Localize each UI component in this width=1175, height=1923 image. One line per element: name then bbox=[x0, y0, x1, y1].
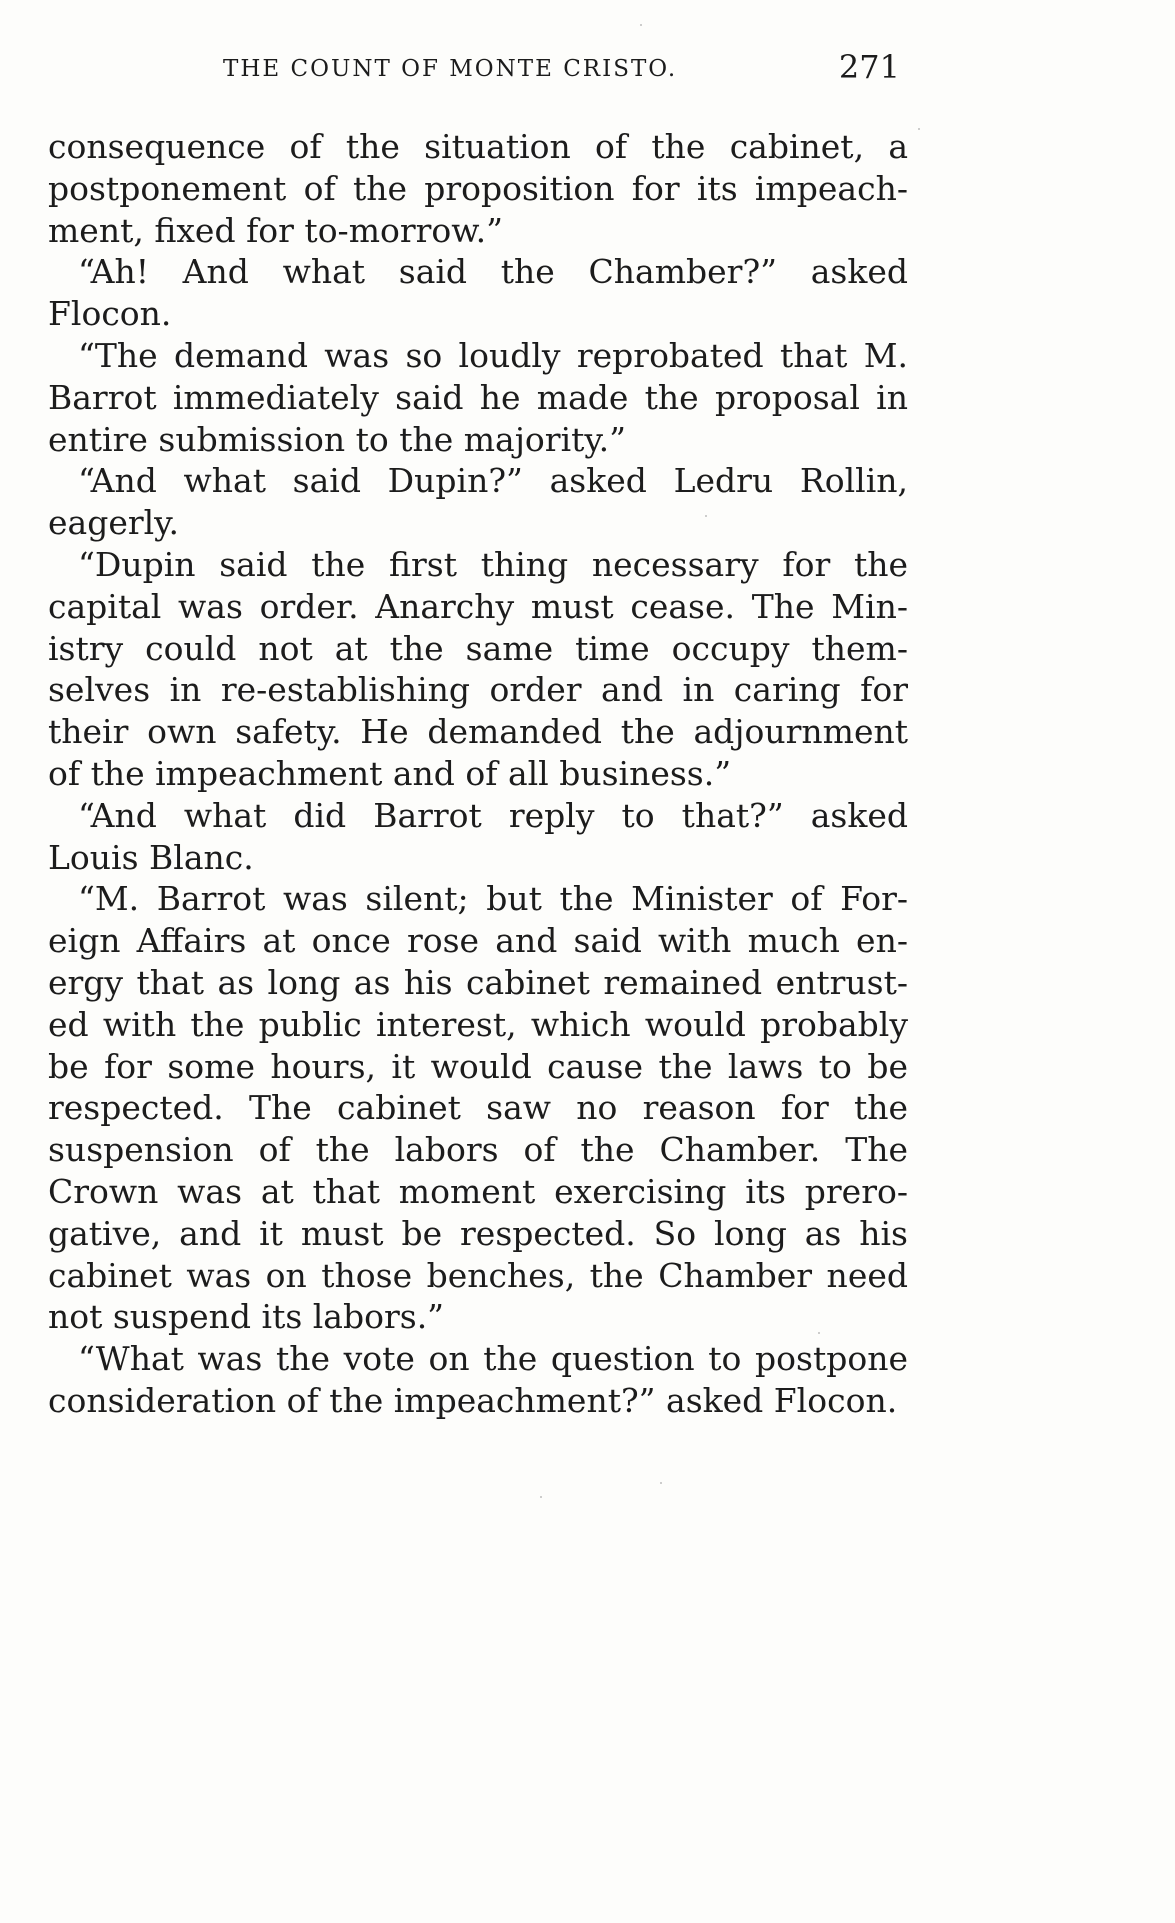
text-line: respected. The cabinet saw no reason for the bbox=[48, 1088, 908, 1128]
text-line: ment, fixed for to-morrow.” bbox=[48, 210, 503, 250]
text-line: Flocon. bbox=[48, 294, 172, 334]
text-line: suspension of the labors of the Chamber. The bbox=[48, 1130, 908, 1170]
text-line: istry could not at the same time occupy them- bbox=[48, 628, 908, 668]
page-number: 271 bbox=[838, 48, 900, 86]
text-line: be for some hours, it would cause the laws to be bbox=[48, 1046, 908, 1086]
text-line: of the impeachment and of all business.” bbox=[48, 753, 732, 793]
text-line: “Dupin said the first thing necessary for the bbox=[78, 544, 908, 584]
text-line: Louis Blanc. bbox=[48, 837, 254, 877]
text-line: “Ah! And what said the Chamber?” asked bbox=[78, 252, 908, 292]
paper-speck bbox=[818, 1332, 820, 1334]
text-line: selves in re-establishing order and in caring for bbox=[48, 670, 908, 710]
text-line: eagerly. bbox=[48, 503, 179, 543]
text-line: “What was the vote on the question to postpone bbox=[78, 1339, 908, 1379]
text-line: Barrot immediately said he made the proposal in bbox=[48, 377, 908, 417]
text-line: cabinet was on those benches, the Chamber need bbox=[48, 1255, 908, 1295]
text-line: consideration of the impeachment?” asked Flocon. bbox=[48, 1380, 898, 1420]
text-line: “M. Barrot was silent; but the Minister of For- bbox=[78, 879, 908, 919]
paper-speck bbox=[660, 1482, 662, 1484]
text-line: “And what said Dupin?” asked Ledru Rollin, bbox=[78, 461, 908, 501]
text-line: postponement of the proposition for its impeach- bbox=[48, 168, 908, 208]
running-title: THE COUNT OF MONTE CRISTO. bbox=[223, 56, 678, 82]
text-line: not suspend its labors.” bbox=[48, 1297, 445, 1337]
text-line: capital was order. Anarchy must cease. The Min- bbox=[48, 586, 908, 626]
body-text bbox=[48, 126, 908, 1422]
paper-speck bbox=[640, 24, 642, 26]
text-line: entire submission to the majority.” bbox=[48, 419, 627, 459]
paper-speck bbox=[918, 128, 920, 130]
text-line: Crown was at that moment exercising its prero- bbox=[48, 1171, 908, 1211]
running-head bbox=[48, 48, 908, 88]
paper-speck bbox=[540, 1496, 542, 1498]
text-line: ed with the public interest, which would probably bbox=[48, 1004, 908, 1044]
text-line: consequence of the situation of the cabinet, a bbox=[48, 127, 908, 166]
text-line: “And what did Barrot reply to that?” asked bbox=[78, 795, 908, 835]
text-line: their own safety. He demanded the adjournment bbox=[48, 712, 908, 752]
text-line: ergy that as long as his cabinet remained entrust- bbox=[48, 962, 908, 1002]
text-line: gative, and it must be respected. So long as his bbox=[48, 1213, 908, 1253]
paper-speck bbox=[705, 515, 707, 517]
text-line: eign Affairs at once rose and said with much en- bbox=[48, 921, 908, 961]
text-line: “The demand was so loudly reprobated that M. bbox=[78, 335, 908, 375]
